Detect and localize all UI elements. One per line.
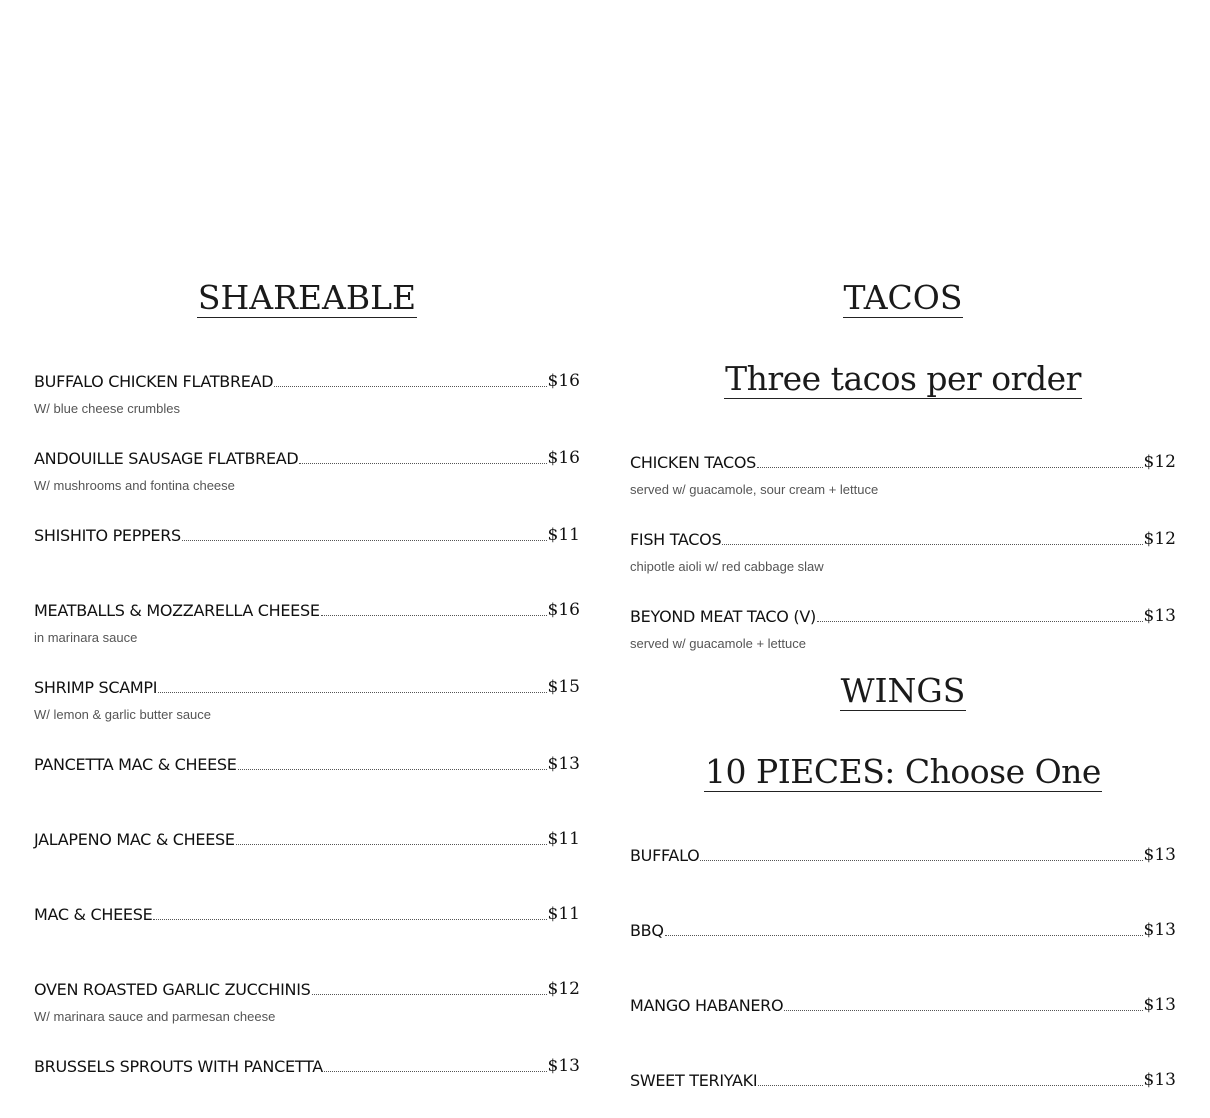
item-name: BUFFALO CHICKEN FLATBREAD (34, 372, 274, 391)
item-description: served w/ guacamole + lettuce (630, 636, 806, 651)
item-price: $12 (1143, 529, 1176, 549)
menu-item (34, 752, 580, 774)
item-name: SHISHITO PEPPERS (34, 526, 181, 545)
item-name: SWEET TERIYAKI (630, 1071, 758, 1090)
menu-item (34, 598, 580, 645)
dotted-leader (236, 843, 547, 845)
menu-item (34, 977, 580, 1024)
item-description: W/ blue cheese crumbles (34, 401, 180, 416)
item-price: $12 (547, 979, 580, 999)
item-name: MAC & CHEESE (34, 905, 153, 924)
dotted-leader (158, 691, 546, 693)
item-name: BEYOND MEAT TACO (V) (630, 607, 816, 626)
item-name: PANCETTA MAC & CHEESE (34, 755, 237, 774)
dotted-leader (324, 1070, 547, 1072)
menu-item (630, 993, 1176, 1015)
dotted-leader (817, 620, 1143, 622)
dotted-leader (757, 466, 1143, 468)
item-name: SHRIMP SCAMPI (34, 678, 158, 697)
item-price: $11 (547, 904, 580, 924)
item-name: BBQ (630, 921, 664, 940)
shareable-title: SHAREABLE (197, 278, 417, 317)
menu-item (630, 1068, 1176, 1090)
item-name: OVEN ROASTED GARLIC ZUCCHINIS (34, 980, 311, 999)
menu-item (34, 369, 580, 416)
item-price: $16 (547, 371, 580, 391)
item-name: CHICKEN TACOS (630, 453, 756, 472)
dotted-leader (784, 1009, 1142, 1011)
dotted-leader (758, 1084, 1142, 1086)
menu-item (34, 523, 580, 545)
dotted-leader (700, 859, 1142, 861)
dotted-leader (722, 543, 1142, 545)
menu-item (630, 918, 1176, 940)
item-description: in marinara sauce (34, 630, 138, 645)
item-price: $13 (1143, 995, 1176, 1015)
tacos-subtitle: Three tacos per order (725, 359, 1081, 398)
item-price: $11 (547, 829, 580, 849)
shareable-heading (34, 278, 580, 318)
dotted-leader (274, 385, 546, 387)
wings-subtitle: 10 PIECES: Choose One (705, 752, 1101, 791)
menu-item (34, 446, 580, 493)
dotted-leader (321, 614, 547, 616)
menu-item (630, 450, 1176, 497)
item-price: $12 (1143, 452, 1176, 472)
wings-title: WINGS (840, 671, 966, 710)
item-price: $11 (547, 525, 580, 545)
item-description: W/ marinara sauce and parmesan cheese (34, 1009, 276, 1024)
item-description: chipotle aioli w/ red cabbage slaw (630, 559, 824, 574)
item-name: ANDOUILLE SAUSAGE FLATBREAD (34, 449, 299, 468)
tacos-title: TACOS (843, 278, 963, 317)
item-price: $13 (1143, 606, 1176, 626)
item-price: $13 (1143, 845, 1176, 865)
menu-item (630, 527, 1176, 574)
tacos-heading (630, 278, 1176, 318)
dotted-leader (299, 462, 546, 464)
item-name: FISH TACOS (630, 530, 722, 549)
item-name: BRUSSELS SPROUTS WITH PANCETTA (34, 1057, 323, 1076)
dotted-leader (182, 539, 547, 541)
dotted-leader (153, 918, 546, 920)
item-price: $13 (1143, 1070, 1176, 1090)
menu-item (630, 843, 1176, 865)
item-description: W/ mushrooms and fontina cheese (34, 478, 235, 493)
menu-item (34, 827, 580, 849)
item-price: $13 (547, 1056, 580, 1076)
item-price: $13 (1143, 920, 1176, 940)
item-name: MANGO HABANERO (630, 996, 784, 1015)
tacos-subheading (630, 359, 1176, 399)
menu-item (34, 902, 580, 924)
wings-subheading (630, 752, 1176, 792)
item-name: MEATBALLS & MOZZARELLA CHEESE (34, 601, 320, 620)
menu-item (34, 1054, 580, 1076)
dotted-leader (665, 934, 1143, 936)
dotted-leader (312, 993, 547, 995)
item-price: $15 (547, 677, 580, 697)
item-name: JALAPENO MAC & CHEESE (34, 830, 235, 849)
item-description: served w/ guacamole, sour cream + lettuce (630, 482, 879, 497)
menu-item (630, 604, 1176, 651)
item-price: $13 (547, 754, 580, 774)
item-price: $16 (547, 448, 580, 468)
dotted-leader (238, 768, 547, 770)
item-description: W/ lemon & garlic butter sauce (34, 707, 212, 722)
wings-heading (630, 671, 1176, 711)
menu-item (34, 675, 580, 722)
item-price: $16 (547, 600, 580, 620)
item-name: BUFFALO (630, 846, 700, 865)
